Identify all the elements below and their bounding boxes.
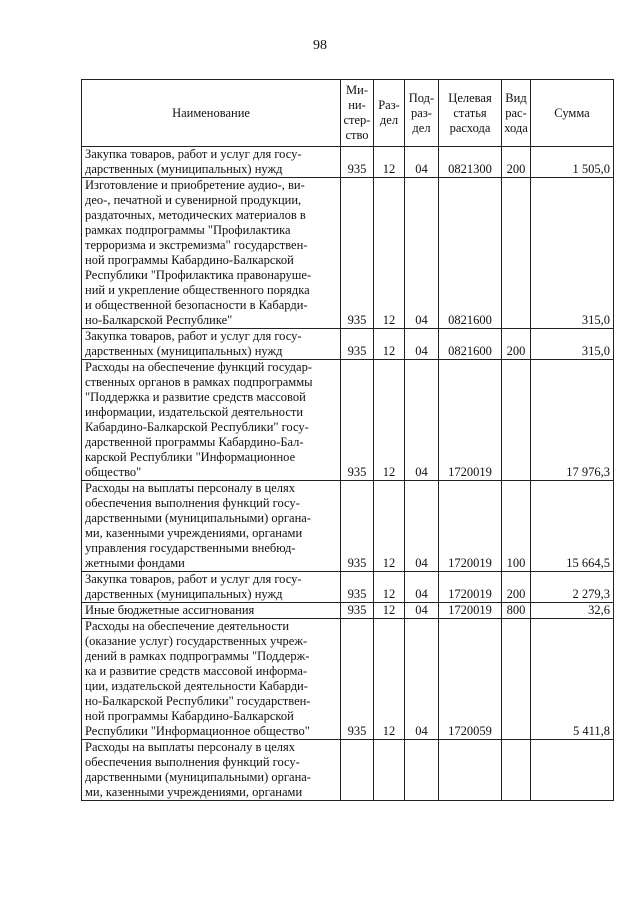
row-section: 12: [374, 360, 405, 481]
table-header-row: [82, 80, 614, 147]
row-ministry: 935: [341, 329, 374, 360]
budget-table: [81, 79, 614, 801]
header-subsection: Под- раз- дел: [405, 80, 439, 147]
row-amount: 1 505,0: [531, 147, 614, 178]
row-type: [502, 740, 531, 801]
table-row: [82, 178, 614, 329]
row-ministry: 935: [341, 619, 374, 740]
table-row: [82, 619, 614, 740]
row-subsection: 04: [405, 572, 439, 603]
row-subsection: 04: [405, 619, 439, 740]
row-subsection: 04: [405, 360, 439, 481]
row-ministry: 935: [341, 147, 374, 178]
row-name: Закупка товаров, работ и услуг для госу- дарственных (муниципальных) нужд: [82, 147, 341, 178]
row-ministry: 935: [341, 572, 374, 603]
row-subsection: [405, 740, 439, 801]
row-target: 1720059: [439, 619, 502, 740]
row-amount: 315,0: [531, 178, 614, 329]
page-number: 98: [313, 38, 327, 53]
row-name: Закупка товаров, работ и услуг для госу- дарственных (муниципальных) нужд: [82, 329, 341, 360]
header-type: Вид рас- хода: [502, 80, 531, 147]
row-type: [502, 619, 531, 740]
row-section: [374, 740, 405, 801]
row-subsection: 04: [405, 481, 439, 572]
row-section: 12: [374, 603, 405, 619]
row-subsection: 04: [405, 147, 439, 178]
row-amount: [531, 740, 614, 801]
row-amount: 5 411,8: [531, 619, 614, 740]
row-subsection: 04: [405, 603, 439, 619]
row-amount: 15 664,5: [531, 481, 614, 572]
row-section: 12: [374, 147, 405, 178]
row-subsection: 04: [405, 178, 439, 329]
row-ministry: 935: [341, 481, 374, 572]
table-row: [82, 603, 614, 619]
row-type: [502, 360, 531, 481]
header-section: Раз- дел: [374, 80, 405, 147]
row-type: [502, 178, 531, 329]
row-target: 0821600: [439, 178, 502, 329]
row-target: [439, 740, 502, 801]
row-type: 100: [502, 481, 531, 572]
row-section: 12: [374, 178, 405, 329]
row-ministry: 935: [341, 178, 374, 329]
table-row: [82, 740, 614, 801]
row-section: 12: [374, 329, 405, 360]
row-target: 1720019: [439, 572, 502, 603]
row-name: Расходы на выплаты персоналу в целях обеспечения выполнения функций госу- дарственными (муниципальными) органа- ми, казенными учреждениями, органами: [82, 740, 341, 801]
row-name: Иные бюджетные ассигнования: [82, 603, 341, 619]
row-name: Расходы на обеспечение деятельности (оказание услуг) государственных учреж- дений в рамках подпрограммы "Поддерж- ка и развитие средств массовой информа- ции, издательской деятельности Кабарди- но-Балкарской Республики" государствен- ной программы Кабардино-Балкарской Республики "Информационное общество": [82, 619, 341, 740]
table-row: [82, 147, 614, 178]
row-target: 1720019: [439, 603, 502, 619]
row-type: 200: [502, 572, 531, 603]
row-section: 12: [374, 619, 405, 740]
header-ministry: Ми- ни- стер- ство: [341, 80, 374, 147]
row-name: Закупка товаров, работ и услуг для госу- дарственных (муниципальных) нужд: [82, 572, 341, 603]
header-target: Целевая статья расхода: [439, 80, 502, 147]
row-ministry: 935: [341, 360, 374, 481]
row-ministry: 935: [341, 603, 374, 619]
row-type: 800: [502, 603, 531, 619]
row-section: 12: [374, 572, 405, 603]
row-section: 12: [374, 481, 405, 572]
row-type: 200: [502, 329, 531, 360]
row-name: Расходы на обеспечение функций государ- ственных органов в рамках подпрограммы "Поддержка и развитие средств массовой информации, издательской деятельности Кабардино-Балкарской Республики" госу- дарственной программы Кабардино-Бал- карской Республики "Информационное общество": [82, 360, 341, 481]
row-target: 1720019: [439, 360, 502, 481]
row-name: Изготовление и приобретение аудио-, ви- део-, печатной и сувенирной продукции, раздаточных, методических материалов в рамках подпрограммы "Профилактика терроризма и экстремизма" государствен- ной программы Кабардино-Балкарской Республики "Профилактика правонаруше- ний и укрепление общественного порядка и общественной безопасности в Кабарди- но-Балкарской Республике": [82, 178, 341, 329]
row-amount: 2 279,3: [531, 572, 614, 603]
table-row: [82, 360, 614, 481]
table-row: [82, 572, 614, 603]
row-subsection: 04: [405, 329, 439, 360]
row-amount: 315,0: [531, 329, 614, 360]
row-amount: 32,6: [531, 603, 614, 619]
row-type: 200: [502, 147, 531, 178]
row-name: Расходы на выплаты персоналу в целях обеспечения выполнения функций госу- дарственными (муниципальными) органа- ми, казенными учреждениями, органами управления государственными внебюд- жетными фондами: [82, 481, 341, 572]
row-amount: 17 976,3: [531, 360, 614, 481]
header-amount: Сумма: [531, 80, 614, 147]
row-target: 0821300: [439, 147, 502, 178]
header-name: Наименование: [82, 80, 341, 147]
table-row: [82, 329, 614, 360]
row-target: 0821600: [439, 329, 502, 360]
row-target: 1720019: [439, 481, 502, 572]
table-row: [82, 481, 614, 572]
row-ministry: [341, 740, 374, 801]
